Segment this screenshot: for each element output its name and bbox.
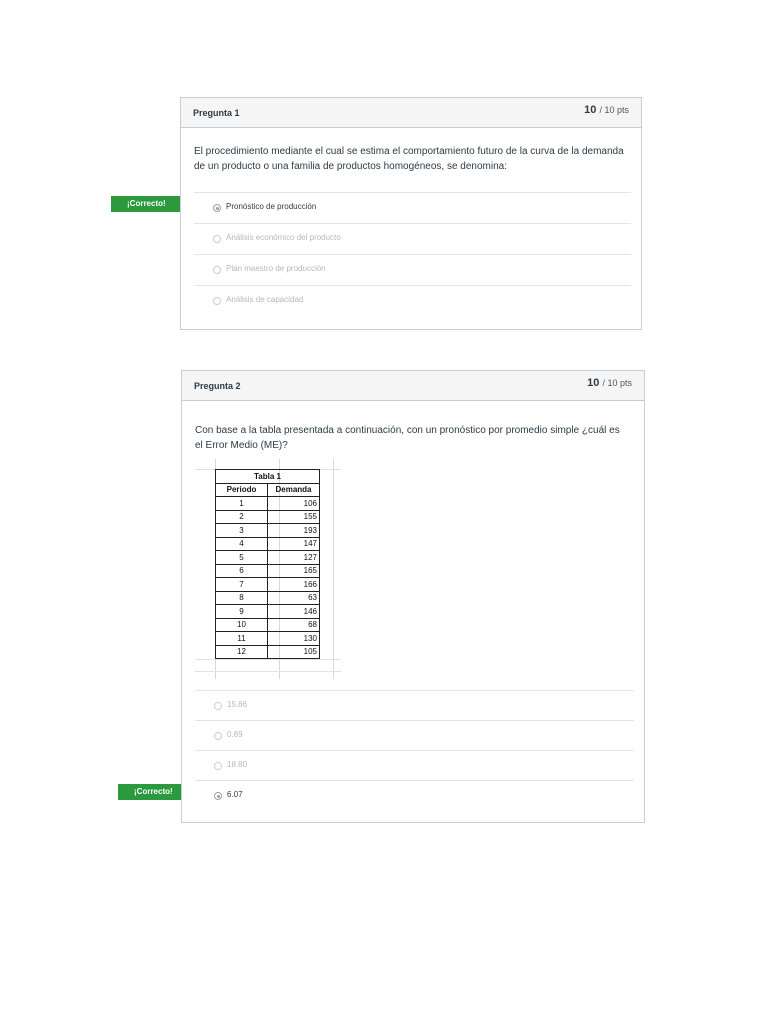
period-cell: 12	[216, 645, 268, 659]
radio-button[interactable]	[213, 235, 221, 243]
answer-label: 18.80	[227, 760, 248, 769]
demand-cell: 130	[268, 632, 320, 646]
demand-cell: 106	[268, 497, 320, 511]
period-cell: 8	[216, 591, 268, 605]
question-text: Con base a la tabla presentada a continuación, con un pronóstico por promedio simple ¿cuál es el Error Medio (ME)?	[195, 425, 620, 451]
correct-badge: ¡Correcto!	[111, 196, 181, 212]
question-title: Pregunta 1	[193, 108, 240, 118]
demand-table	[215, 469, 320, 659]
answer-option[interactable]	[194, 254, 631, 285]
demand-cell: 166	[268, 578, 320, 592]
radio-button[interactable]	[214, 702, 222, 710]
demand-cell: 165	[268, 564, 320, 578]
table-row	[216, 537, 320, 551]
question-text: El procedimiento mediante el cual se estima el comportamiento futuro de la curva de la demanda de un producto o una familia de productos homogéneos, se denomina:	[194, 146, 624, 172]
period-cell: 5	[216, 551, 268, 565]
answer-option[interactable]	[194, 192, 631, 223]
period-cell: 11	[216, 632, 268, 646]
radio-button[interactable]	[213, 204, 221, 212]
demand-cell: 68	[268, 618, 320, 632]
answer-label: Plan maestro de producción	[226, 264, 326, 273]
answer-option[interactable]	[194, 285, 631, 316]
table-row	[216, 578, 320, 592]
demand-cell: 146	[268, 605, 320, 619]
demand-cell: 155	[268, 510, 320, 524]
correct-badge: ¡Correcto!	[118, 784, 188, 800]
demand-cell: 127	[268, 551, 320, 565]
demand-cell: 147	[268, 537, 320, 551]
answer-label: Pronóstico de producción	[226, 202, 317, 211]
answer-option[interactable]	[195, 720, 634, 751]
column-header: Periodo	[216, 483, 268, 497]
answer-label: 15.86	[227, 700, 248, 709]
table-row	[216, 591, 320, 605]
radio-button[interactable]	[214, 792, 222, 800]
radio-button[interactable]	[213, 297, 221, 305]
demand-cell: 105	[268, 645, 320, 659]
answer-option[interactable]	[195, 750, 634, 781]
question-header	[182, 371, 644, 401]
period-cell: 4	[216, 537, 268, 551]
table-row	[216, 497, 320, 511]
points-earned: 10	[584, 104, 597, 116]
period-cell: 6	[216, 564, 268, 578]
question-header	[181, 98, 641, 128]
table-row	[216, 618, 320, 632]
points-earned: 10	[587, 377, 600, 389]
question-points	[587, 377, 632, 389]
period-cell: 7	[216, 578, 268, 592]
answer-label: 0.89	[227, 730, 243, 739]
answer-label: 6.07	[227, 790, 243, 799]
table-row	[216, 510, 320, 524]
answer-option[interactable]	[194, 223, 631, 254]
answer-option[interactable]	[195, 780, 634, 811]
question-card-1	[180, 97, 642, 330]
points-total: / 10 pts	[599, 105, 629, 115]
demand-cell: 63	[268, 591, 320, 605]
period-cell: 3	[216, 524, 268, 538]
table-row	[216, 645, 320, 659]
radio-button[interactable]	[213, 266, 221, 274]
answer-label: Análisis económico del producto	[226, 233, 341, 242]
table-row	[216, 524, 320, 538]
column-header: Demanda	[268, 483, 320, 497]
table-row	[216, 605, 320, 619]
table-row	[216, 632, 320, 646]
radio-button[interactable]	[214, 732, 222, 740]
table-caption: Tabla 1	[216, 470, 320, 484]
table-row	[216, 564, 320, 578]
points-total: / 10 pts	[602, 378, 632, 388]
period-cell: 2	[216, 510, 268, 524]
period-cell: 10	[216, 618, 268, 632]
answer-option[interactable]	[195, 690, 634, 721]
question-card-2	[181, 370, 645, 823]
period-cell: 9	[216, 605, 268, 619]
data-table-image	[195, 459, 341, 679]
demand-cell: 193	[268, 524, 320, 538]
question-title: Pregunta 2	[194, 381, 241, 391]
period-cell: 1	[216, 497, 268, 511]
answer-label: Análisis de capacidad	[226, 295, 304, 304]
table-row	[216, 551, 320, 565]
radio-button[interactable]	[214, 762, 222, 770]
question-points	[584, 104, 629, 116]
